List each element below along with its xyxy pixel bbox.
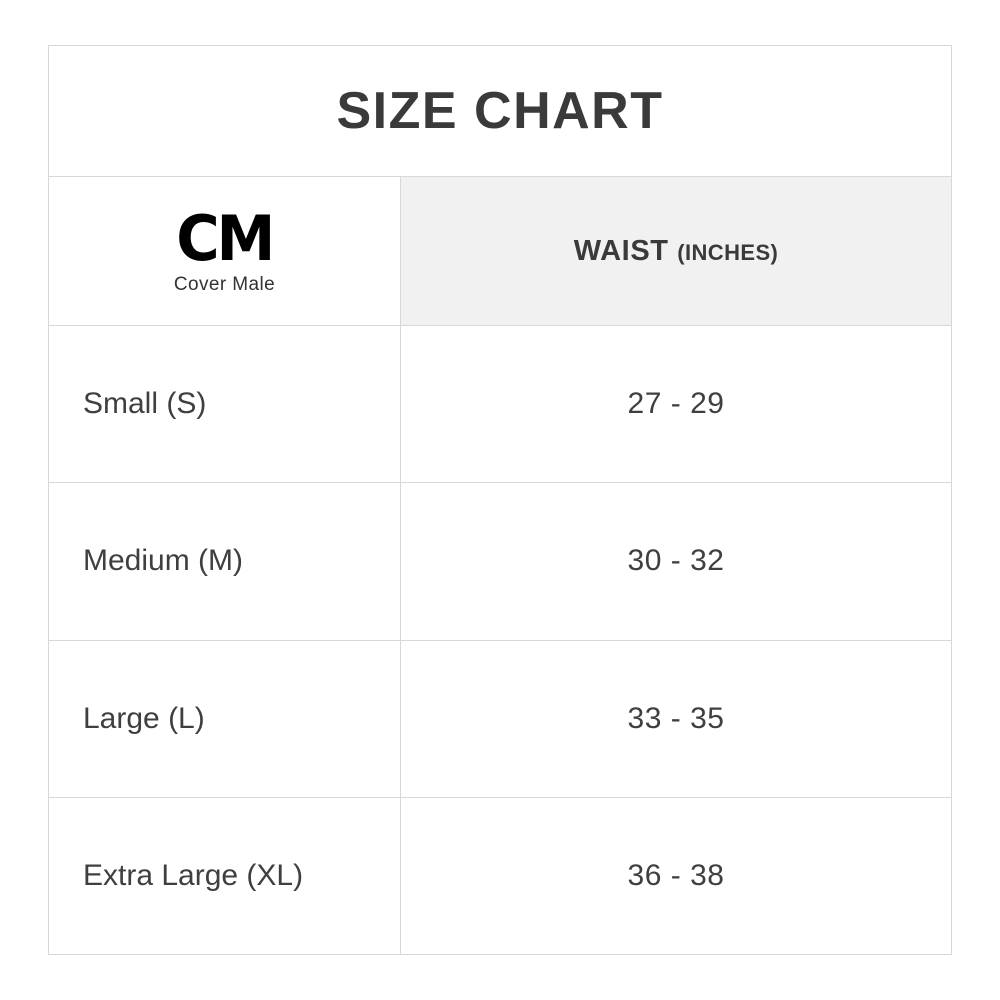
waist-value: 27 - 29	[627, 387, 725, 421]
brand-monogram: CM	[176, 201, 273, 275]
brand-logo-cell	[49, 177, 401, 325]
brand-name: Cover Male	[173, 274, 276, 296]
size-cell	[49, 641, 401, 797]
size-label: Medium (M)	[83, 544, 244, 578]
size-cell	[49, 798, 401, 954]
size-label: Small (S)	[83, 387, 207, 421]
waist-cell	[401, 641, 951, 797]
size-cell	[49, 326, 401, 482]
waist-header-label: WAIST	[573, 234, 669, 267]
size-chart-table	[48, 45, 952, 955]
waist-header-unit: (INCHES)	[677, 239, 779, 265]
size-cell	[49, 483, 401, 639]
waist-column-header	[574, 235, 779, 268]
waist-cell	[401, 483, 951, 639]
waist-value: 30 - 32	[627, 544, 725, 578]
waist-value: 33 - 35	[627, 701, 725, 735]
table-row	[49, 641, 951, 798]
table-row	[49, 483, 951, 640]
table-row	[49, 326, 951, 483]
chart-title-row	[49, 46, 951, 177]
waist-header-cell	[401, 177, 951, 325]
table-header-row	[49, 177, 951, 326]
waist-cell	[401, 798, 951, 954]
waist-value: 36 - 38	[627, 858, 725, 892]
waist-cell	[401, 326, 951, 482]
table-row	[49, 798, 951, 954]
page-title: SIZE CHART	[336, 82, 664, 140]
brand-logo	[173, 201, 276, 297]
size-label: Large (L)	[83, 701, 205, 735]
size-label: Extra Large (XL)	[83, 858, 304, 892]
